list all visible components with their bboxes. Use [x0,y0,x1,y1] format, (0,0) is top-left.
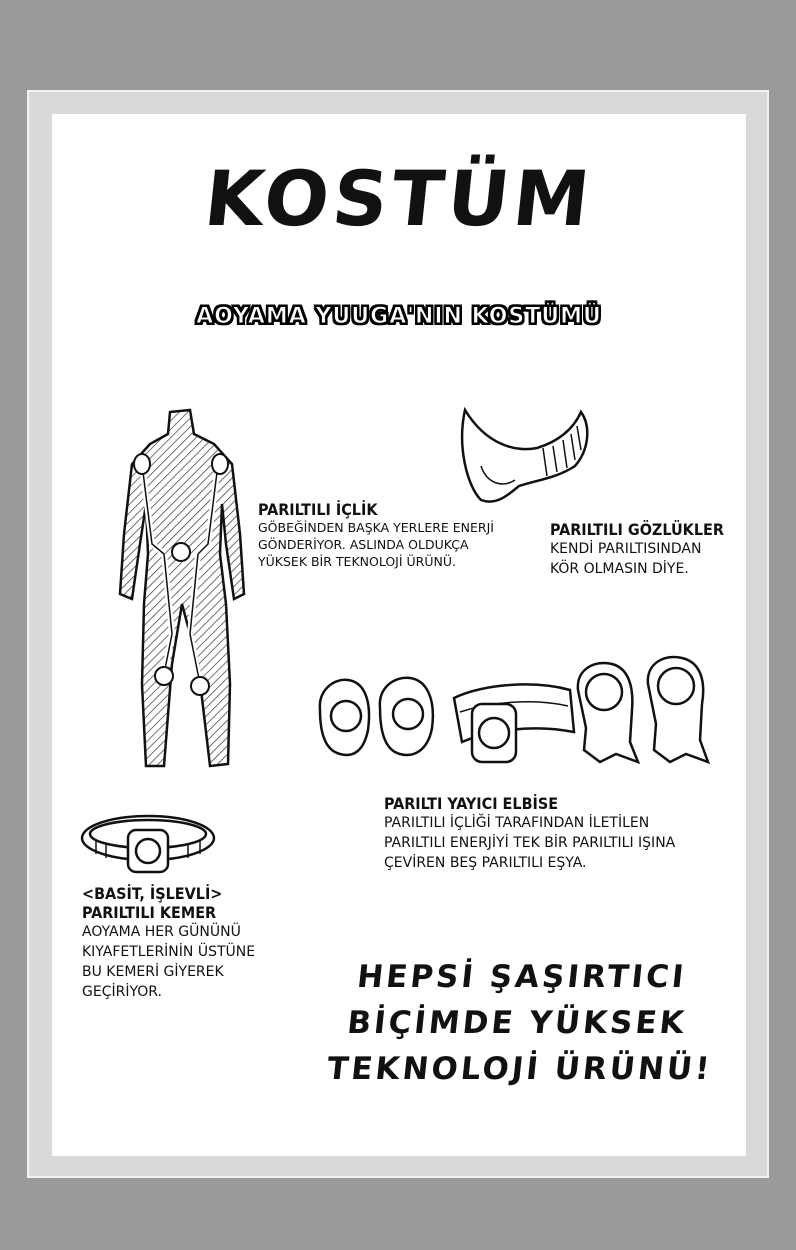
emitter-set-illustration [314,650,734,790]
manga-page [52,114,746,1156]
belt-desc-4: GEÇİRİYOR. [82,984,162,1000]
emitter-desc-2: PARILTILI ENERJİYİ TEK BİR PARILTILI IŞINA [384,835,676,851]
suit-desc-2: GÖNDERİYOR. ASLINDA OLDUKÇA [258,537,469,552]
bodysuit-illustration [102,404,252,784]
slogan-line-2: BİÇİMDE YÜKSEK [345,1005,689,1041]
emitter-name: PARILTI YAYICI ELBİSE [384,794,559,813]
belt-desc-3: BU KEMERİ GİYEREK [82,964,224,980]
goggles-name: PARILTILI GÖZLÜKLER [550,520,724,539]
belt-illustration [76,808,221,878]
slogan-line-3: TEKNOLOJİ ÜRÜNÜ! [325,1051,715,1087]
belt-label [82,884,255,1002]
slogan-line-1: HEPSİ ŞAŞIRTICI [355,959,689,995]
goggles-desc-2: KÖR OLMASIN DİYE. [550,561,689,577]
suit-desc-3: YÜKSEK BİR TEKNOLOJİ ÜRÜNÜ. [258,554,456,569]
goggles-label [550,520,724,579]
belt-desc-1: AOYAMA HER GÜNÜNÜ [82,924,241,940]
belt-tag: <BASİT, İŞLEVLİ> [82,884,223,903]
belt-name: PARILTILI KEMER [82,903,217,922]
emitter-label [384,794,675,873]
belt-desc-2: KIYAFETLERİNİN ÜSTÜNE [82,944,256,960]
slogan [325,954,715,1092]
emitter-desc-3: ÇEVİREN BEŞ PARILTILI EŞYA. [384,855,587,871]
suit-name: PARILTILI İÇLİK [258,500,378,519]
suit-desc-1: GÖBEĞİNDEN BAŞKA YERLERE ENERJİ [258,520,494,535]
suit-label [258,500,494,570]
goggles-illustration [457,406,597,506]
page-subtitle: AOYAMA YUUGA'NIN KOSTÜMÜ [196,304,602,329]
page-title: KOSTÜM [200,154,598,243]
emitter-desc-1: PARILTILI İÇLİĞİ TARAFINDAN İLETİLEN [384,815,650,831]
goggles-desc-1: KENDİ PARILTISINDAN [550,541,702,557]
